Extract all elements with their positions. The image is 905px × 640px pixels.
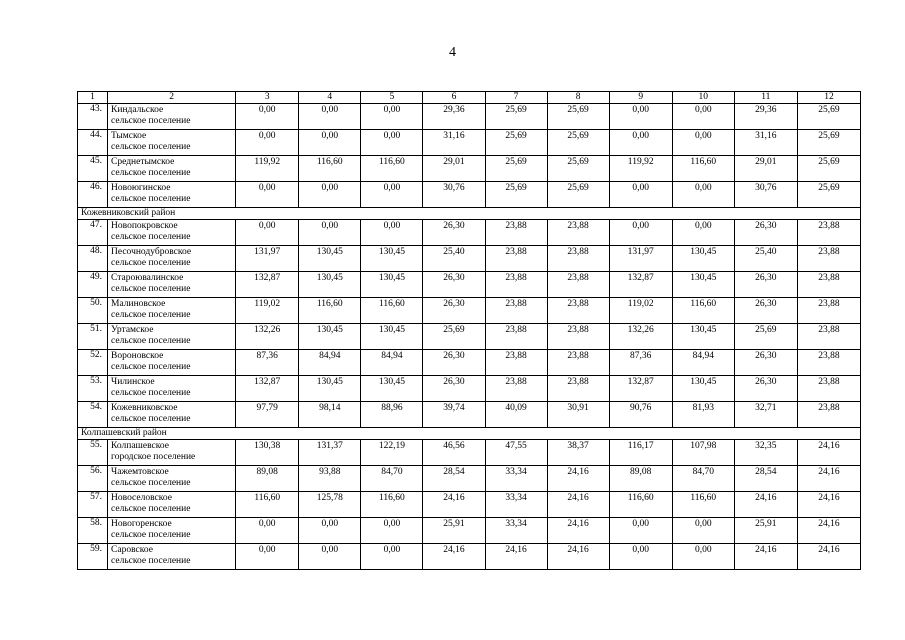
value-cell: 130,38 bbox=[236, 440, 299, 466]
value-cell: 84,70 bbox=[672, 466, 734, 492]
settlement-name-line2: сельское поселение bbox=[111, 258, 191, 268]
value-cell: 25,69 bbox=[485, 156, 547, 182]
value-cell: 132,87 bbox=[609, 376, 672, 402]
value-cell: 0,00 bbox=[361, 518, 423, 544]
value-cell: 0,00 bbox=[236, 182, 299, 208]
value-cell: 30,76 bbox=[734, 182, 797, 208]
settlement-name-line2: сельское поселение bbox=[111, 362, 191, 372]
value-cell: 0,00 bbox=[236, 220, 299, 246]
value-cell: 0,00 bbox=[672, 518, 734, 544]
value-cell: 30,91 bbox=[547, 402, 609, 428]
value-cell: 24,16 bbox=[797, 466, 860, 492]
value-cell: 0,00 bbox=[299, 518, 361, 544]
settlement-name bbox=[108, 376, 236, 402]
value-cell: 25,69 bbox=[797, 182, 860, 208]
value-cell: 40,09 bbox=[485, 402, 547, 428]
settlement-name-line1: Чажемтовское bbox=[111, 467, 169, 477]
settlement-name-line2: сельское поселение bbox=[111, 556, 191, 566]
value-cell: 25,69 bbox=[423, 324, 485, 350]
value-cell: 84,94 bbox=[672, 350, 734, 376]
settlement-name-line1: Песочнодубровское bbox=[111, 247, 192, 257]
table-row bbox=[78, 220, 861, 246]
settlement-name bbox=[108, 298, 236, 324]
value-cell: 84,70 bbox=[361, 466, 423, 492]
value-cell: 132,87 bbox=[236, 272, 299, 298]
row-number: 58. bbox=[78, 518, 108, 544]
value-cell: 0,00 bbox=[299, 544, 361, 570]
value-cell: 122,19 bbox=[361, 440, 423, 466]
settlement-name-line2: сельское поселение bbox=[111, 194, 191, 204]
value-cell: 132,87 bbox=[609, 272, 672, 298]
value-cell: 0,00 bbox=[299, 104, 361, 130]
table-row bbox=[78, 376, 861, 402]
value-cell: 130,45 bbox=[299, 376, 361, 402]
value-cell: 25,40 bbox=[734, 246, 797, 272]
settlement-name-line1: Староювалинское bbox=[111, 273, 184, 283]
value-cell: 0,00 bbox=[672, 104, 734, 130]
value-cell: 84,94 bbox=[299, 350, 361, 376]
value-cell: 23,88 bbox=[485, 220, 547, 246]
value-cell: 116,60 bbox=[236, 492, 299, 518]
settlement-name-line1: Чилинское bbox=[111, 377, 155, 387]
settlement-name bbox=[108, 246, 236, 272]
value-cell: 0,00 bbox=[236, 544, 299, 570]
table-row bbox=[78, 492, 861, 518]
value-cell: 26,30 bbox=[423, 350, 485, 376]
value-cell: 25,69 bbox=[547, 156, 609, 182]
settlement-name bbox=[108, 272, 236, 298]
value-cell: 26,30 bbox=[734, 376, 797, 402]
settlement-name-line2: сельское поселение bbox=[111, 142, 191, 152]
value-cell: 93,88 bbox=[299, 466, 361, 492]
value-cell: 23,88 bbox=[797, 272, 860, 298]
row-number: 47. bbox=[78, 220, 108, 246]
value-cell: 131,97 bbox=[609, 246, 672, 272]
value-cell: 26,30 bbox=[734, 220, 797, 246]
district-label: Колпашевский район bbox=[78, 428, 861, 440]
value-cell: 23,88 bbox=[485, 324, 547, 350]
value-cell: 89,08 bbox=[236, 466, 299, 492]
settlement-name-line1: Кожевниковское bbox=[111, 403, 178, 413]
value-cell: 47,55 bbox=[485, 440, 547, 466]
column-header: 8 bbox=[547, 92, 609, 104]
value-cell: 87,36 bbox=[609, 350, 672, 376]
value-cell: 28,54 bbox=[423, 466, 485, 492]
column-header: 6 bbox=[423, 92, 485, 104]
value-cell: 0,00 bbox=[236, 130, 299, 156]
value-cell: 130,45 bbox=[672, 246, 734, 272]
value-cell: 0,00 bbox=[299, 182, 361, 208]
settlement-name-line2: сельское поселение bbox=[111, 168, 191, 178]
value-cell: 23,88 bbox=[485, 272, 547, 298]
page-number: 4 bbox=[449, 45, 456, 60]
value-cell: 23,88 bbox=[797, 324, 860, 350]
value-cell: 23,88 bbox=[797, 220, 860, 246]
value-cell: 24,16 bbox=[734, 544, 797, 570]
value-cell: 119,92 bbox=[609, 156, 672, 182]
row-number: 45. bbox=[78, 156, 108, 182]
value-cell: 0,00 bbox=[672, 130, 734, 156]
value-cell: 0,00 bbox=[609, 130, 672, 156]
column-header: 11 bbox=[734, 92, 797, 104]
value-cell: 23,88 bbox=[797, 402, 860, 428]
value-cell: 38,37 bbox=[547, 440, 609, 466]
value-cell: 26,30 bbox=[734, 298, 797, 324]
settlement-name-line2: сельское поселение bbox=[111, 232, 191, 242]
value-cell: 0,00 bbox=[672, 182, 734, 208]
settlement-name-line1: Среднетымское bbox=[111, 157, 175, 167]
value-cell: 116,60 bbox=[361, 492, 423, 518]
value-cell: 98,14 bbox=[299, 402, 361, 428]
value-cell: 25,69 bbox=[485, 182, 547, 208]
value-cell: 23,88 bbox=[797, 376, 860, 402]
row-number: 49. bbox=[78, 272, 108, 298]
settlement-name-line2: сельское поселение bbox=[111, 478, 191, 488]
value-cell: 0,00 bbox=[361, 104, 423, 130]
value-cell: 23,88 bbox=[547, 298, 609, 324]
settlement-name-line1: Вороновское bbox=[111, 351, 164, 361]
settlement-name-line1: Колпашевское bbox=[111, 441, 169, 451]
table-row bbox=[78, 440, 861, 466]
settlement-name bbox=[108, 466, 236, 492]
value-cell: 26,30 bbox=[423, 298, 485, 324]
table-row bbox=[78, 350, 861, 376]
settlement-name bbox=[108, 544, 236, 570]
settlement-name-line2: сельское поселение bbox=[111, 414, 191, 424]
value-cell: 116,60 bbox=[672, 492, 734, 518]
value-cell: 26,30 bbox=[423, 220, 485, 246]
value-cell: 125,78 bbox=[299, 492, 361, 518]
value-cell: 25,69 bbox=[797, 156, 860, 182]
row-number: 51. bbox=[78, 324, 108, 350]
value-cell: 24,16 bbox=[797, 440, 860, 466]
settlement-name bbox=[108, 518, 236, 544]
value-cell: 24,16 bbox=[734, 492, 797, 518]
value-cell: 116,60 bbox=[361, 298, 423, 324]
table-row bbox=[78, 130, 861, 156]
value-cell: 132,87 bbox=[236, 376, 299, 402]
table-row bbox=[78, 156, 861, 182]
settlement-name-line2: сельское поселение bbox=[111, 388, 191, 398]
value-cell: 25,69 bbox=[485, 104, 547, 130]
table-row bbox=[78, 298, 861, 324]
settlement-name-line1: Уртамское bbox=[111, 325, 154, 335]
settlement-name-line1: Тымское bbox=[111, 131, 147, 141]
value-cell: 24,16 bbox=[547, 492, 609, 518]
settlement-name bbox=[108, 104, 236, 130]
value-cell: 0,00 bbox=[609, 182, 672, 208]
value-cell: 90,76 bbox=[609, 402, 672, 428]
value-cell: 29,36 bbox=[734, 104, 797, 130]
value-cell: 130,45 bbox=[672, 376, 734, 402]
value-cell: 25,69 bbox=[734, 324, 797, 350]
settlement-name bbox=[108, 156, 236, 182]
value-cell: 23,88 bbox=[547, 246, 609, 272]
value-cell: 0,00 bbox=[609, 104, 672, 130]
value-cell: 25,69 bbox=[547, 104, 609, 130]
row-number: 59. bbox=[78, 544, 108, 570]
value-cell: 23,88 bbox=[547, 272, 609, 298]
value-cell: 130,45 bbox=[299, 246, 361, 272]
table-header-row bbox=[78, 92, 861, 104]
value-cell: 25,91 bbox=[734, 518, 797, 544]
value-cell: 26,30 bbox=[423, 272, 485, 298]
settlement-name-line2: сельское поселение bbox=[111, 336, 191, 346]
value-cell: 24,16 bbox=[797, 492, 860, 518]
settlement-name bbox=[108, 350, 236, 376]
value-cell: 23,88 bbox=[547, 324, 609, 350]
value-cell: 29,36 bbox=[423, 104, 485, 130]
value-cell: 116,60 bbox=[609, 492, 672, 518]
settlement-name bbox=[108, 492, 236, 518]
value-cell: 31,16 bbox=[734, 130, 797, 156]
settlement-name-line2: сельское поселение bbox=[111, 504, 191, 514]
value-cell: 130,45 bbox=[299, 272, 361, 298]
settlement-name-line1: Киндальское bbox=[111, 105, 164, 115]
value-cell: 0,00 bbox=[236, 518, 299, 544]
value-cell: 23,88 bbox=[485, 350, 547, 376]
value-cell: 23,88 bbox=[485, 376, 547, 402]
settlement-name bbox=[108, 324, 236, 350]
row-number: 54. bbox=[78, 402, 108, 428]
value-cell: 23,88 bbox=[797, 246, 860, 272]
value-cell: 29,01 bbox=[423, 156, 485, 182]
table-row bbox=[78, 272, 861, 298]
value-cell: 130,45 bbox=[361, 272, 423, 298]
value-cell: 0,00 bbox=[672, 220, 734, 246]
value-cell: 33,34 bbox=[485, 518, 547, 544]
settlement-name-line1: Новоселовское bbox=[111, 493, 172, 503]
value-cell: 23,88 bbox=[547, 220, 609, 246]
value-cell: 132,26 bbox=[236, 324, 299, 350]
settlement-name bbox=[108, 402, 236, 428]
value-cell: 116,60 bbox=[299, 156, 361, 182]
value-cell: 131,37 bbox=[299, 440, 361, 466]
value-cell: 89,08 bbox=[609, 466, 672, 492]
value-cell: 0,00 bbox=[361, 544, 423, 570]
value-cell: 130,45 bbox=[361, 246, 423, 272]
settlement-name-line2: сельское поселение bbox=[111, 284, 191, 294]
district-row bbox=[78, 208, 861, 220]
column-header: 2 bbox=[108, 92, 236, 104]
value-cell: 33,34 bbox=[485, 492, 547, 518]
row-number: 56. bbox=[78, 466, 108, 492]
value-cell: 33,34 bbox=[485, 466, 547, 492]
value-cell: 116,17 bbox=[609, 440, 672, 466]
settlement-name bbox=[108, 220, 236, 246]
row-number: 44. bbox=[78, 130, 108, 156]
value-cell: 130,45 bbox=[299, 324, 361, 350]
district-label: Кожевниковский район bbox=[78, 208, 861, 220]
value-cell: 131,97 bbox=[236, 246, 299, 272]
row-number: 48. bbox=[78, 246, 108, 272]
value-cell: 25,69 bbox=[547, 130, 609, 156]
value-cell: 0,00 bbox=[609, 518, 672, 544]
table-row bbox=[78, 518, 861, 544]
settlement-name-line1: Новоюгинское bbox=[111, 183, 171, 193]
value-cell: 26,30 bbox=[423, 376, 485, 402]
table-row bbox=[78, 182, 861, 208]
value-cell: 24,16 bbox=[485, 544, 547, 570]
table-row bbox=[78, 466, 861, 492]
value-cell: 32,71 bbox=[734, 402, 797, 428]
column-header: 3 bbox=[236, 92, 299, 104]
row-number: 43. bbox=[78, 104, 108, 130]
settlement-name-line1: Саровское bbox=[111, 545, 153, 555]
value-cell: 24,16 bbox=[547, 544, 609, 570]
value-cell: 46,56 bbox=[423, 440, 485, 466]
value-cell: 0,00 bbox=[361, 130, 423, 156]
settlement-name-line1: Новогоренское bbox=[111, 519, 172, 529]
value-cell: 107,98 bbox=[672, 440, 734, 466]
value-cell: 130,45 bbox=[361, 324, 423, 350]
value-cell: 0,00 bbox=[299, 130, 361, 156]
value-cell: 23,88 bbox=[485, 298, 547, 324]
row-number: 57. bbox=[78, 492, 108, 518]
value-cell: 130,45 bbox=[361, 376, 423, 402]
settlement-name-line2: городское поселение bbox=[111, 452, 196, 462]
settlement-name-line1: Малиновское bbox=[111, 299, 166, 309]
value-cell: 24,16 bbox=[797, 518, 860, 544]
value-cell: 24,16 bbox=[547, 466, 609, 492]
row-number: 53. bbox=[78, 376, 108, 402]
table-row bbox=[78, 544, 861, 570]
column-header: 4 bbox=[299, 92, 361, 104]
value-cell: 25,69 bbox=[797, 104, 860, 130]
column-header: 12 bbox=[797, 92, 860, 104]
value-cell: 116,60 bbox=[672, 156, 734, 182]
column-header: 7 bbox=[485, 92, 547, 104]
row-number: 52. bbox=[78, 350, 108, 376]
settlement-name bbox=[108, 130, 236, 156]
settlement-name-line2: сельское поселение bbox=[111, 310, 191, 320]
value-cell: 32,35 bbox=[734, 440, 797, 466]
value-cell: 25,69 bbox=[797, 130, 860, 156]
value-cell: 130,45 bbox=[672, 272, 734, 298]
value-cell: 0,00 bbox=[361, 220, 423, 246]
settlement-name-line2: сельское поселение bbox=[111, 116, 191, 126]
value-cell: 25,40 bbox=[423, 246, 485, 272]
value-cell: 31,16 bbox=[423, 130, 485, 156]
value-cell: 88,96 bbox=[361, 402, 423, 428]
value-cell: 25,69 bbox=[485, 130, 547, 156]
value-cell: 116,60 bbox=[361, 156, 423, 182]
value-cell: 132,26 bbox=[609, 324, 672, 350]
value-cell: 24,16 bbox=[423, 492, 485, 518]
value-cell: 119,02 bbox=[236, 298, 299, 324]
settlement-name-line2: сельское поселение bbox=[111, 530, 191, 540]
value-cell: 87,36 bbox=[236, 350, 299, 376]
value-cell: 23,88 bbox=[547, 350, 609, 376]
table-row bbox=[78, 402, 861, 428]
value-cell: 116,60 bbox=[299, 298, 361, 324]
value-cell: 0,00 bbox=[299, 220, 361, 246]
settlement-name-line1: Новопокровское bbox=[111, 221, 178, 231]
row-number: 50. bbox=[78, 298, 108, 324]
value-cell: 0,00 bbox=[609, 544, 672, 570]
row-number: 46. bbox=[78, 182, 108, 208]
value-cell: 39,74 bbox=[423, 402, 485, 428]
column-header: 5 bbox=[361, 92, 423, 104]
column-header: 1 bbox=[78, 92, 108, 104]
table-body bbox=[78, 104, 861, 570]
value-cell: 0,00 bbox=[672, 544, 734, 570]
value-cell: 26,30 bbox=[734, 350, 797, 376]
value-cell: 0,00 bbox=[609, 220, 672, 246]
value-cell: 130,45 bbox=[672, 324, 734, 350]
row-number: 55. bbox=[78, 440, 108, 466]
value-cell: 0,00 bbox=[236, 104, 299, 130]
value-cell: 24,16 bbox=[423, 544, 485, 570]
value-cell: 81,93 bbox=[672, 402, 734, 428]
value-cell: 23,88 bbox=[797, 350, 860, 376]
tariff-table bbox=[77, 91, 861, 570]
value-cell: 28,54 bbox=[734, 466, 797, 492]
settlement-name bbox=[108, 182, 236, 208]
value-cell: 25,69 bbox=[547, 182, 609, 208]
value-cell: 84,94 bbox=[361, 350, 423, 376]
value-cell: 23,88 bbox=[485, 246, 547, 272]
settlement-name bbox=[108, 440, 236, 466]
column-header: 9 bbox=[609, 92, 672, 104]
table-row bbox=[78, 324, 861, 350]
value-cell: 30,76 bbox=[423, 182, 485, 208]
value-cell: 97,79 bbox=[236, 402, 299, 428]
value-cell: 24,16 bbox=[547, 518, 609, 544]
value-cell: 119,92 bbox=[236, 156, 299, 182]
table-row bbox=[78, 104, 861, 130]
value-cell: 116,60 bbox=[672, 298, 734, 324]
value-cell: 25,91 bbox=[423, 518, 485, 544]
value-cell: 23,88 bbox=[547, 376, 609, 402]
value-cell: 24,16 bbox=[797, 544, 860, 570]
value-cell: 26,30 bbox=[734, 272, 797, 298]
value-cell: 0,00 bbox=[361, 182, 423, 208]
value-cell: 23,88 bbox=[797, 298, 860, 324]
district-row bbox=[78, 428, 861, 440]
value-cell: 119,02 bbox=[609, 298, 672, 324]
table-row bbox=[78, 246, 861, 272]
value-cell: 29,01 bbox=[734, 156, 797, 182]
column-header: 10 bbox=[672, 92, 734, 104]
